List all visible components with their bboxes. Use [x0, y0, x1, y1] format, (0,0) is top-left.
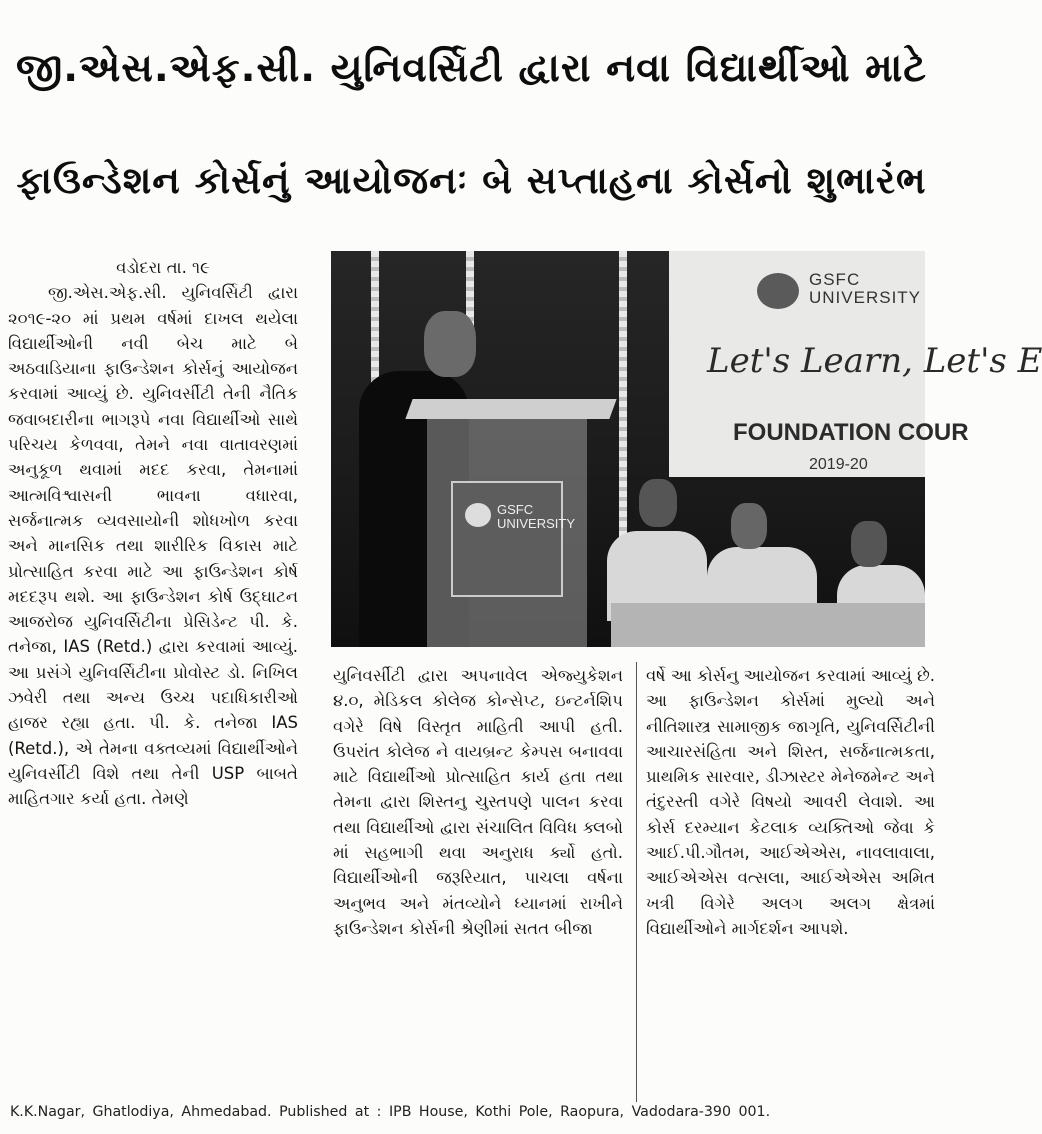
- banner-year: 2019-20: [809, 456, 868, 473]
- headline-line-1: જી.એસ.એફ.સી. યુનિવર્સિટી દ્વારા નવા વિદ્યાર્થીઓ માટે: [16, 46, 927, 91]
- podium-sign-text: GSFC UNIVERSITY: [497, 502, 576, 531]
- article-column-2: [333, 663, 623, 941]
- article-paragraph: વર્ષે આ કોર્સનુ આયોજન કરવામાં આવ્યું છે. આ ફાઉન્ડેશન કોર્સમાં મુલ્યો અને નીતિશાસ્ત્ર સામાજીક જાગૃતિ, યુનિવર્સિટીની આચારસંહિતા અને શિસ્ત, સર્જનાત્મકતા, પ્રાથમિક સારવાર, ડીઝાસ્ટર મેનેજમેન્ટ અને તંદુરસ્તી વગેરે વિષયો આવરી લેવાશે. આ કોર્સ દરમ્યાન કેટલાક વ્યક્તિઓ જેવા કે આઈ.પી.ગૌતમ, આઈએએસ, નાવલાવાલા, આઈએએસ વત્સલા, આઈએએસ અમિત ખત્રી વિગેરે અલગ અલગ ક્ષેત્રમાં વિદ્યાર્થીઓને માર્ગદર્શન આપશે.: [646, 666, 935, 938]
- publisher-footer: K.K.Nagar, Ghatlodiya, Ahmedabad. Published at : IPB House, Kothi Pole, Raopura, Vadodara-390 001.: [10, 1104, 771, 1120]
- seated-person-head: [731, 503, 767, 549]
- dateline: વડોદરા તા. ૧૯: [116, 258, 210, 277]
- university-logo-icon: [757, 273, 799, 309]
- column-divider: [636, 662, 637, 1102]
- podium-sign: [451, 481, 576, 597]
- event-banner: [669, 251, 1042, 477]
- banner-university-name: GSFC UNIVERSITY: [809, 270, 922, 307]
- flower-garland: [619, 251, 627, 551]
- headline-line-2: ફાઉન્ડેશન કોર્સનું આયોજનઃ બે સપ્તાહના કોર્સનો શુભારંભ: [16, 159, 927, 202]
- stage-table: [611, 603, 925, 647]
- seated-person-head: [639, 479, 677, 527]
- article-paragraph: યુનિવર્સીટી દ્વારા અપનાવેલ એજ્યુકેશન ૪.૦, મેડિકલ કોલેજ કોન્સેપ્ટ, ઇન્ટર્નશિપ વગેરે વિષે વિસ્તૃત માહિતી આપી હતી. ઉપરાંત કોલેજ ને વાયબ્રન્ટ કેમ્પસ બનાવવા માટે વિદ્યાર્થીઓ પ્રોત્સાહિત કાર્ય હતા તથા તેમના દ્વારા શિસ્તનુ ચુસ્તપણે પાલન કરવા તથા વિદ્યાર્થીઓ દ્વારા સંચાલિત વિવિધ ક્લબો માં સહભાગી થવા અનુરાધ ર્ક્યો હતો. વિદ્યાર્થીઓની જરૂરિયાત, પાચલા વર્ષના અનુભવ અને મંતવ્યોને ધ્યાનમાં રાખીને ફાઉન્ડેશન કોર્સની શ્રેણીમાં સતત બીજા: [333, 666, 623, 938]
- event-photo: [331, 251, 1042, 647]
- seated-person-head: [851, 521, 887, 567]
- article-column-1: [8, 255, 298, 812]
- banner-tagline: Let's Learn, Let's E: [707, 341, 1042, 381]
- podium-logo-icon: [465, 503, 491, 527]
- speaker-head: [424, 311, 476, 377]
- article-paragraph: જી.એસ.એફ.સી. યુનિવર્સિટી દ્વારા ૨૦૧૯-૨૦ માં પ્રથમ વર્ષમાં દાખલ થયેલા વિદ્યાર્થીઓની નવી બેચ માટે બે અઠવાડિયાના ફાઉન્ડેશન કોર્સનું આયોજન કરવામાં આવ્યું છે. યુનિવર્સીટી તેની નૈતિક જવાબદારીના ભાગરૂપે નવા વિદ્યાર્થીઓ સાથે પરિચય કેળવવા, તેમને નવા વાતાવરણમાં અનુકૂળ થવામાં મદદ કરવા, તેમનામાં આત્મવિશ્વાસની ભાવના વધારવા, સર્જનાત્મક વ્યવસાયોની શોધખોળ કરવા અને માનસિક તથા શારીરિક વિકાસ માટે પ્રોત્સાહિત કરવા માટે આ ફાઉન્ડેશન કોર્ષ મદદરૂપ થશે. આ ફાઉન્ડેશન કોર્ષ ઉદ્ઘાટન આજરોજ યુનિવર્સિટીના પ્રેસિડેન્ટ પી. કે. તનેજા, IAS (Retd.) દ્વારા કરવામાં આવ્યું. આ પ્રસંગે યુનિવર્સિટીના પ્રોવોસ્ટ ડો. નિખિલ ઝવેરી તથા અન્ય ઉચ્ચ પદાધિકારીઓ હાજર રહ્યા હતા. પી. કે. તનેજા IAS (Retd.), એ તેમના વક્તવ્યમાં વિદ્યાર્થીઓને યુનિવર્સીટી વિશે તથા તેની USP બાબતે માહિતગાર કર્યા હતા. તેમણે: [8, 283, 298, 809]
- podium-top: [405, 399, 616, 419]
- banner-title: FOUNDATION COUR: [733, 419, 969, 446]
- article-column-3: [646, 663, 935, 941]
